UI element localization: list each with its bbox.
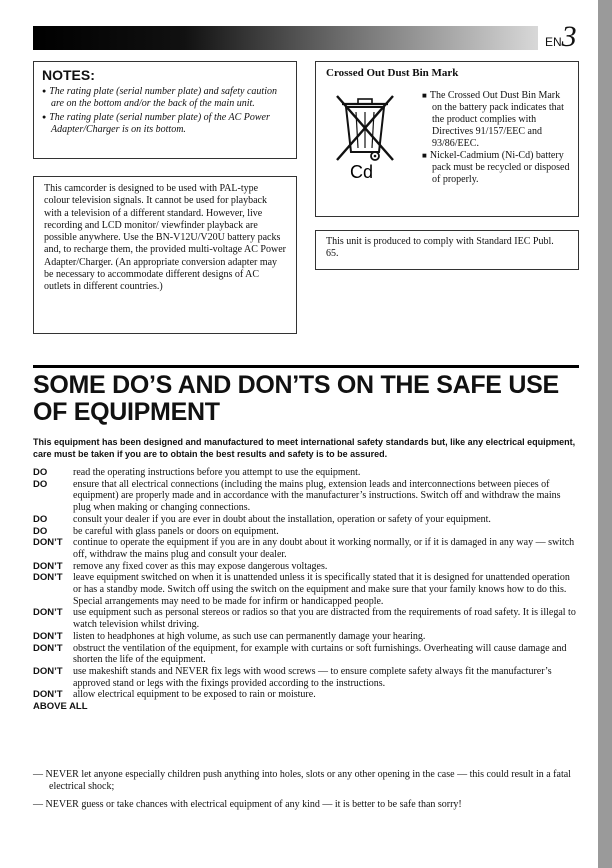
dust-bin-title: Crossed Out Dust Bin Mark <box>326 67 459 79</box>
above-all-heading: ABOVE ALL <box>33 701 88 713</box>
cd-label: Cd <box>350 162 374 180</box>
dust-bin-item: ■ The Crossed Out Dust Bin Mark on the battery pack indicates that the product complies with Directives 91/157/EEC and 93/86/EEC. <box>422 90 572 150</box>
rule-text: consult your dealer if you are ever in doubt about the installation, operation or safety of your equipment. <box>73 513 491 525</box>
rule-label: DON’T <box>33 665 63 677</box>
final-warning: — NEVER let anyone especially children push anything into holes, slots or any other opening in the case — this could result in a fatal electrical shock; <box>33 769 571 792</box>
rule-row <box>33 526 579 538</box>
rule-row <box>33 467 579 479</box>
notes-box <box>33 61 297 159</box>
rule-text: listen to headphones at high volume, as such use can permanently damage your hearing. <box>73 630 426 642</box>
rule-text: allow electrical equipment to be exposed to rain or moisture. <box>73 689 316 701</box>
rule-row <box>33 514 579 526</box>
rule-text: read the operating instructions before you attempt to use the equipment. <box>73 467 361 478</box>
rule-text: use makeshift stands and NEVER fix legs with wood screws — to ensure complete safety always fit the manufacturer’s approved stand or legs with the fixings provided according to the instructions. <box>73 665 552 689</box>
header-bar <box>33 26 538 50</box>
rule-label: DON’T <box>33 572 63 584</box>
page-number <box>545 20 577 54</box>
rule-text: continue to operate the equipment if you are in any doubt about it working normally, or if it is damaged in any way — switch off, withdraw the mains plug and consult your dealer. <box>73 537 575 560</box>
rule-label: DO <box>33 513 48 525</box>
page-num: 3 <box>561 20 577 53</box>
rule-text: be careful with glass panels or doors on equipment. <box>73 525 279 537</box>
section-title: SOME DO’S AND DON’TS ON THE SAFE USE OF EQUIPMENT <box>33 371 559 426</box>
rule-row <box>33 666 579 689</box>
rules-list <box>33 467 579 713</box>
rule-row <box>33 607 579 630</box>
rule-row <box>33 561 579 573</box>
rule-text: ensure that all electrical connections (including the mains plug, extension leads and interconnections between pieces of equipment) are properly made and in accordance with the manufacturer’s instructions. Switch off and withdraw the mains plug when making or changing connections. <box>73 478 561 514</box>
page-lang: EN <box>545 35 562 49</box>
notes-title: NOTES: <box>42 67 95 83</box>
rule-label: DON’T <box>33 630 63 642</box>
rule-label: DO <box>33 467 48 478</box>
rule-row <box>33 643 579 666</box>
rule-text: leave equipment switched on when it is unattended unless it is specifically stated that it is designed for unattended operation or has a standby mode. Switch off using the switch on the equipment and make sure that your family knows how to do this. Special arrangements may need to be made for infirm or handicapped people. <box>73 572 570 607</box>
compatibility-box: This camcorder is designed to be used with PAL-type colour television signals. It cannot be used for playback with a television of a different standard. However, live recording and LCD monitor/ viewfinder playback are possible anywhere. Use the BN-V12U/V20U battery packs and, to recharge them, the provided multi-voltage AC Power Adapter/Charger. (An appropriate conversion adapter may be necessary to accommodate different designs of AC outlets in different countries.) <box>33 176 297 334</box>
crossed-bin-icon <box>334 90 396 180</box>
rule-row <box>33 689 579 701</box>
rule-row <box>33 479 579 514</box>
rule-row <box>33 572 579 607</box>
section-intro: This equipment has been designed and manufactured to meet international safety standards but, like any electrical equipment, care must be taken if you are to obtain the best results and safety is to be assured. <box>33 437 576 459</box>
rule-label: DON’T <box>33 689 63 701</box>
rule-label: DON’T <box>33 607 63 619</box>
dust-bin-box <box>315 61 579 217</box>
dust-bin-list <box>422 90 572 186</box>
notes-list <box>42 85 288 136</box>
rule-label: DO <box>33 478 48 490</box>
rule-text: use equipment such as personal stereos or radios so that you are distracted from the requirements of road safety. It is illegal to watch television whilst driving. <box>73 607 576 631</box>
side-tab <box>598 0 612 868</box>
rule-text: obstruct the ventilation of the equipment, for example with curtains or soft furnishings. Overheating will cause damage and shorten the life of the equipment. <box>73 642 567 666</box>
iec-box: This unit is produced to comply with Standard IEC Publ. 65. <box>315 230 579 270</box>
rule-label: DON’T <box>33 560 63 572</box>
notes-item: ● The rating plate (serial number plate) of the AC Power Adapter/Charger is on its bottom. <box>42 111 288 136</box>
rule-label: DON’T <box>33 537 63 549</box>
rule-label: DON’T <box>33 642 63 654</box>
notes-item: ● The rating plate (serial number plate) and safety caution are on the bottom and/or the back of the main unit. <box>42 85 288 110</box>
dust-bin-item: ■ Nickel-Cadmium (Ni-Cd) battery pack must be recycled or disposed of properly. <box>422 150 572 186</box>
rule-label: DO <box>33 525 48 537</box>
rule-row <box>33 537 579 560</box>
rule-row <box>33 631 579 643</box>
final-warning: — NEVER guess or take chances with electrical equipment of any kind — it is better to be safe than sorry! <box>33 799 462 810</box>
section-rule <box>33 365 579 368</box>
rule-text: remove any fixed cover as this may expose dangerous voltages. <box>73 560 328 572</box>
